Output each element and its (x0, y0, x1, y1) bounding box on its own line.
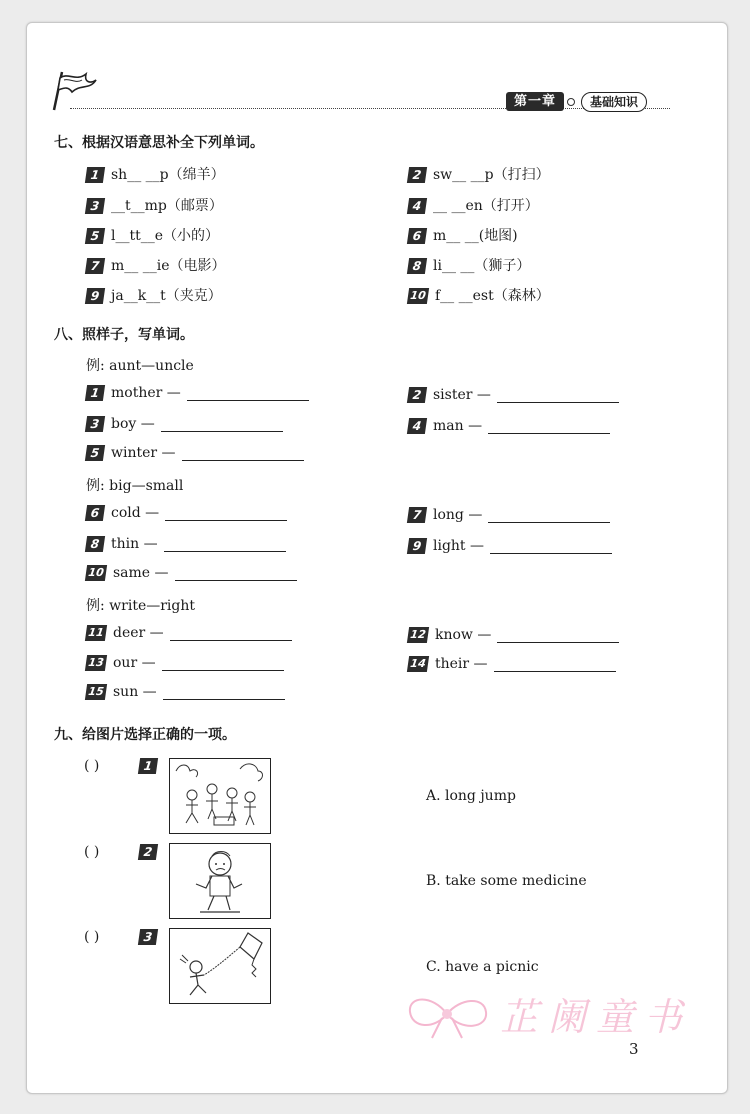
number-badge: 6 (85, 505, 105, 521)
fill-item-4 (408, 195, 539, 215)
option-c: C. have a picnic (426, 959, 539, 975)
word-prompt: winter — (111, 445, 176, 461)
fill-item-text: l__tt__e（小的） (111, 228, 220, 244)
sick-boy-illustration-icon (170, 844, 270, 918)
fill-item-text: __t__mp（邮票） (111, 198, 223, 214)
word-item-2 (408, 387, 619, 403)
number-badge: 2 (138, 844, 158, 860)
word-prompt: sister — (433, 387, 491, 403)
picnic-illustration-icon (170, 759, 270, 833)
fill-item-1 (86, 164, 225, 184)
answer-blank[interactable] (187, 386, 309, 401)
question-number-1 (139, 758, 164, 774)
fill-item-6 (408, 225, 518, 245)
number-badge: 3 (85, 416, 105, 432)
number-badge: 14 (407, 656, 429, 672)
answer-blank[interactable] (170, 626, 292, 641)
word-item-6 (86, 505, 287, 521)
word-prompt: mother — (111, 385, 181, 401)
number-badge: 8 (407, 258, 427, 274)
fill-item-10 (408, 285, 550, 305)
publisher-watermark: 芷阑童书 (500, 995, 693, 1039)
topic-label: 基础知识 (581, 92, 647, 112)
number-badge: 5 (85, 228, 105, 244)
number-badge: 3 (85, 198, 105, 214)
word-prompt: same — (113, 565, 169, 581)
answer-blank[interactable] (182, 446, 304, 461)
word-item-7 (408, 507, 610, 523)
word-prompt: know — (435, 627, 492, 643)
fill-item-8 (408, 255, 530, 275)
word-item-8 (86, 536, 286, 552)
word-prompt: deer — (113, 625, 164, 641)
fill-item-text: __ __en（打开） (433, 198, 539, 214)
example-line-3: 例: write—right (86, 598, 196, 614)
word-item-11 (86, 625, 292, 641)
example-line-2: 例: big—small (86, 478, 184, 494)
word-item-10 (86, 565, 297, 581)
word-prompt: cold — (111, 505, 160, 521)
number-badge: 9 (85, 288, 105, 304)
number-badge: 1 (138, 758, 158, 774)
answer-paren-2[interactable]: ( ) (84, 844, 100, 860)
number-badge: 1 (85, 167, 105, 183)
section-eight-title: 八、照样子，写单词。 (54, 327, 194, 343)
answer-blank[interactable] (175, 566, 297, 581)
word-prompt: boy — (111, 416, 155, 432)
number-badge: 11 (85, 625, 107, 641)
section-nine-title: 九、给图片选择正确的一项。 (54, 727, 236, 743)
word-prompt: sun — (113, 684, 157, 700)
number-badge: 4 (407, 198, 427, 214)
fill-item-text: sh__ __p（绵羊） (111, 167, 225, 183)
number-badge: 7 (85, 258, 105, 274)
number-badge: 6 (407, 228, 427, 244)
word-prompt: light — (433, 538, 485, 554)
answer-blank[interactable] (164, 537, 286, 552)
kite-picture (169, 928, 271, 1004)
fill-item-7 (86, 255, 226, 275)
word-item-3 (86, 416, 283, 432)
word-prompt: thin — (111, 536, 158, 552)
fill-item-3 (86, 195, 223, 215)
answer-blank[interactable] (488, 419, 610, 434)
fill-item-text: f__ __est（森林） (435, 288, 550, 304)
number-badge: 3 (138, 929, 158, 945)
word-item-15 (86, 684, 285, 700)
word-item-14 (408, 656, 616, 672)
number-badge: 4 (407, 418, 427, 434)
answer-blank[interactable] (497, 388, 619, 403)
fill-item-text: ja__k__t（夹克） (111, 288, 222, 304)
question-number-2 (139, 844, 164, 860)
number-badge: 7 (407, 507, 427, 523)
kite-illustration-icon (170, 929, 270, 1003)
option-a: A. long jump (426, 788, 516, 804)
answer-blank[interactable] (497, 628, 619, 643)
number-badge: 10 (85, 565, 107, 581)
fill-item-2 (408, 164, 550, 184)
answer-paren-3[interactable]: ( ) (84, 929, 100, 945)
fill-item-text: m__ __ie（电影） (111, 258, 226, 274)
chapter-label: 第一章 (506, 92, 564, 111)
word-prompt: their — (435, 656, 488, 672)
separator-dot-icon (567, 98, 575, 106)
word-item-9 (408, 538, 612, 554)
word-item-4 (408, 418, 610, 434)
page-number: 3 (629, 1040, 639, 1058)
number-badge: 5 (85, 445, 105, 461)
answer-paren-1[interactable]: ( ) (84, 758, 100, 774)
number-badge: 8 (85, 536, 105, 552)
fill-item-text: m__ __(地图) (433, 228, 518, 244)
answer-blank[interactable] (162, 656, 284, 671)
number-badge: 12 (407, 627, 429, 643)
fill-item-text: sw__ __p（打扫） (433, 167, 550, 183)
word-item-13 (86, 655, 284, 671)
word-item-1 (86, 385, 309, 401)
picnic-picture (169, 758, 271, 834)
answer-blank[interactable] (488, 508, 610, 523)
answer-blank[interactable] (163, 685, 285, 700)
number-badge: 15 (85, 684, 107, 700)
word-prompt: man — (433, 418, 483, 434)
fill-item-5 (86, 225, 219, 245)
word-item-5 (86, 445, 304, 461)
number-badge: 9 (407, 538, 427, 554)
word-prompt: our — (113, 655, 156, 671)
section-seven-title: 七、根据汉语意思补全下列单词。 (54, 135, 264, 151)
option-b: B. take some medicine (426, 873, 587, 889)
fill-item-9 (86, 285, 222, 305)
number-badge: 2 (407, 167, 427, 183)
answer-blank[interactable] (165, 506, 287, 521)
bow-knot-watermark-icon (402, 988, 492, 1040)
number-badge: 2 (407, 387, 427, 403)
number-badge: 10 (407, 288, 429, 304)
answer-blank[interactable] (490, 539, 612, 554)
question-number-3 (139, 929, 164, 945)
number-badge: 1 (85, 385, 105, 401)
word-item-12 (408, 627, 619, 643)
word-prompt: long — (433, 507, 483, 523)
answer-blank[interactable] (494, 657, 616, 672)
fill-item-text: li__ __（狮子） (433, 258, 531, 274)
example-line-1: 例: aunt—uncle (86, 358, 194, 374)
number-badge: 13 (85, 655, 107, 671)
answer-blank[interactable] (161, 417, 283, 432)
header-divider (70, 108, 670, 109)
sick-boy-picture (169, 843, 271, 919)
